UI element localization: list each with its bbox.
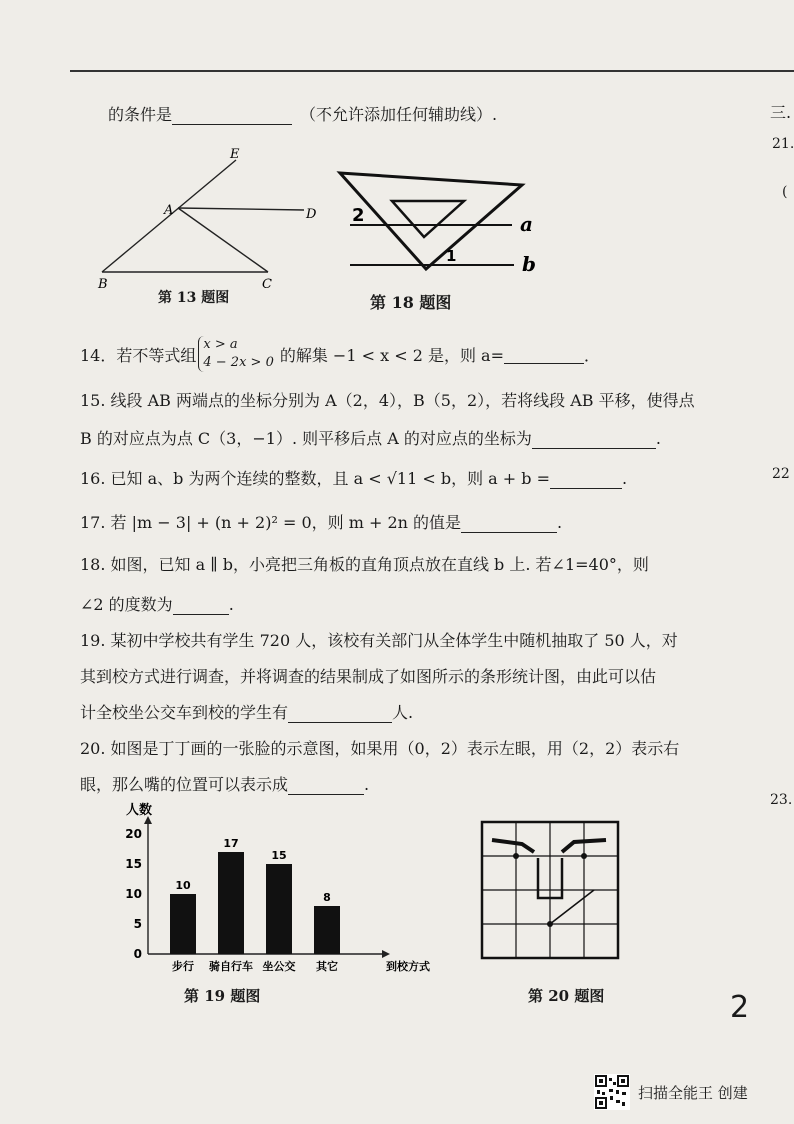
bar xyxy=(170,894,196,954)
q16-end: . xyxy=(622,469,628,488)
data-label: 17 xyxy=(223,837,239,850)
x-tick-label: 步行 xyxy=(172,960,194,973)
answer-blank[interactable] xyxy=(504,344,584,364)
question-19-line3 xyxy=(80,700,413,723)
question-19-line2: 其到校方式进行调查，并将调查的结果制成了如图所示的条形统计图，由此可以估 xyxy=(80,667,657,686)
answer-blank[interactable] xyxy=(288,775,364,795)
right-margin-section: 三. xyxy=(770,103,792,122)
question-20-line1: 20. 如图是丁丁画的一张脸的示意图，如果用（0，2）表示左眼，用（2，2）表示右 xyxy=(80,739,680,758)
q16-text: 16. 已知 a、b 为两个连续的整数，且 a < √11 < b，则 a + b = xyxy=(80,469,551,488)
data-label: 8 xyxy=(323,891,331,904)
x-axis-label: 到校方式 xyxy=(386,960,430,973)
segment-ac xyxy=(178,208,268,272)
q18-text: ∠2 的度数为 xyxy=(80,595,173,614)
answer-blank[interactable] xyxy=(172,105,292,125)
question-16 xyxy=(80,466,627,489)
page-number: 2 xyxy=(730,990,750,1025)
face-grid-figure xyxy=(478,818,622,962)
question-18-line1: 18. 如图，已知 a ∥ b，小亮把三角板的直角顶点放在直线 b 上. 若∠1=40°，则 xyxy=(80,555,649,574)
footer xyxy=(594,1074,748,1110)
q13-text: 的条件是 xyxy=(108,105,173,124)
question-19-line1: 19. 某初中学校共有学生 720 人，该校有关部门从全体学生中随机抽取了 50 人，对 xyxy=(80,631,678,650)
x-tick-label: 骑自行车 xyxy=(209,960,253,973)
top-rule xyxy=(70,70,794,72)
question-17 xyxy=(80,510,562,533)
ray-ad xyxy=(178,208,304,210)
q14-mid: 的解集 −1 < x < 2 是，则 a= xyxy=(279,345,504,365)
bar xyxy=(266,864,292,954)
x-tick-label: 坐公交 xyxy=(262,960,296,973)
figure-20-caption: 第 20 题图 xyxy=(528,987,605,1005)
x-axis-arrow xyxy=(382,950,390,958)
left-eye xyxy=(513,853,519,859)
figure-13-caption: 第 13 题图 xyxy=(158,290,230,306)
q14-pre: 14．若不等式组 xyxy=(80,345,197,365)
question-20-line2 xyxy=(80,772,369,795)
bar-chart xyxy=(100,800,430,980)
figure-18-caption: 第 18 题图 xyxy=(370,293,452,312)
question-15-line1: 15. 线段 AB 两端点的坐标分别为 A（2，4），B（5，2），若将线段 AB 平移，使得点 xyxy=(80,391,695,410)
q14-end: ． xyxy=(584,345,601,365)
right-margin-item: 22 xyxy=(772,466,790,482)
q18-end: . xyxy=(228,595,234,614)
label-b: B xyxy=(98,277,108,292)
right-margin-item: 23. xyxy=(770,792,793,808)
answer-blank[interactable] xyxy=(461,513,557,533)
bar xyxy=(218,852,244,954)
triangle-ruler-outer xyxy=(340,173,522,269)
question-15-line2 xyxy=(80,426,661,449)
right-margin-item: ( xyxy=(782,184,788,200)
inequality-system xyxy=(198,336,273,372)
q19-end: 人. xyxy=(392,703,414,722)
y-tick-label: 15 xyxy=(125,857,142,871)
y-tick-label: 5 xyxy=(133,917,142,931)
right-eye xyxy=(581,853,587,859)
mouth-line xyxy=(550,890,594,924)
label-d: D xyxy=(306,207,317,222)
q13-note: （不允许添加任何辅助线）. xyxy=(300,105,498,124)
figure-19-caption: 第 19 题图 xyxy=(184,987,261,1005)
line-b-label: b xyxy=(522,252,536,276)
figure-13 xyxy=(90,140,330,300)
y-axis-label: 人数 xyxy=(126,803,153,818)
y-tick-label: 10 xyxy=(125,887,142,901)
x-tick-label: 其它 xyxy=(316,960,338,973)
y-tick-label: 20 xyxy=(125,827,142,841)
triangle-ruler-inner xyxy=(392,201,464,237)
data-label: 10 xyxy=(175,879,191,892)
q15-end: . xyxy=(655,429,661,448)
label-a: A xyxy=(164,203,174,218)
q19-text: 计全校坐公交车到校的学生有 xyxy=(80,703,289,722)
inequality-2: 4 − 2x > 0 xyxy=(203,355,274,370)
q15-text: B 的对应点为点 C（3，−1）. 则平移后点 A 的对应点的坐标为 xyxy=(80,429,532,448)
footer-app-name: 扫描全能王 创建 xyxy=(638,1083,748,1102)
data-label: 15 xyxy=(271,849,287,862)
mouth-point xyxy=(547,921,553,927)
answer-blank[interactable] xyxy=(288,703,392,723)
line-a-label: a xyxy=(520,212,533,236)
question-18-line2 xyxy=(80,592,234,615)
right-margin-item: 21. xyxy=(772,136,794,152)
q13-tail xyxy=(108,102,497,125)
figure-18 xyxy=(340,165,540,285)
bar xyxy=(314,906,340,954)
qr-code-icon xyxy=(594,1074,630,1110)
answer-blank[interactable] xyxy=(550,469,622,489)
inequality-1: x > a xyxy=(203,337,238,352)
label-c: C xyxy=(262,277,272,292)
question-14 xyxy=(80,336,600,372)
q17-end: . xyxy=(557,513,563,532)
label-e: E xyxy=(230,147,240,162)
answer-blank[interactable] xyxy=(173,595,229,615)
q17-text: 17. 若 |m − 3| + (n + 2)² = 0，则 m + 2n 的值是 xyxy=(80,513,462,532)
left-eyebrow xyxy=(492,840,534,852)
angle-2-label: 2 xyxy=(352,205,365,226)
answer-blank[interactable] xyxy=(532,429,656,449)
angle-1-label: 1 xyxy=(446,247,457,265)
q20-end: . xyxy=(364,775,370,794)
y-tick-label: 0 xyxy=(133,947,142,961)
q20-text: 眼，那么嘴的位置可以表示成 xyxy=(80,775,289,794)
